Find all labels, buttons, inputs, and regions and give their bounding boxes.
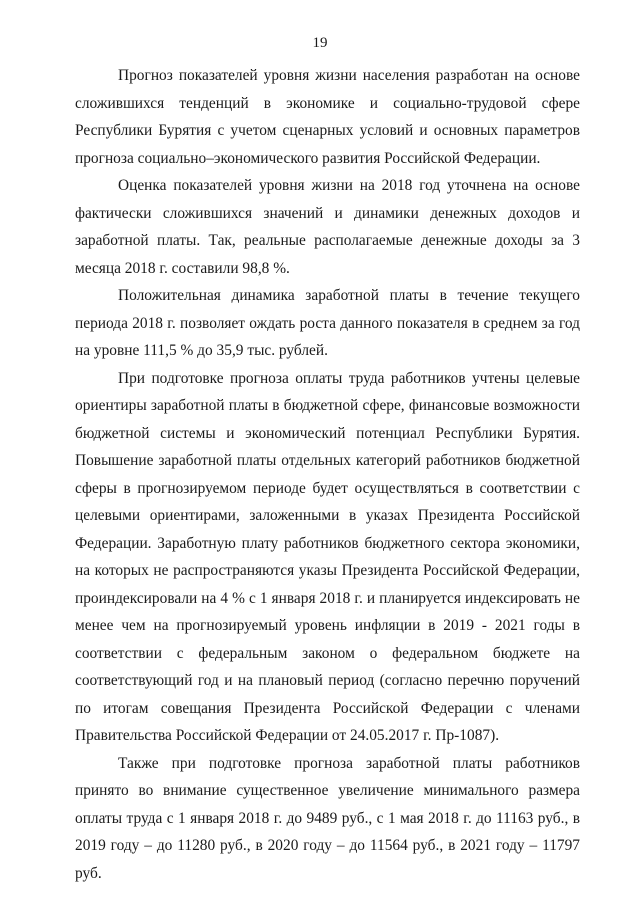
page-number: 19 — [312, 35, 328, 51]
paragraph-2018-estimate: Оценка показателей уровня жизни на 2018 год уточнена на основе фактически сложившихся значений и динамики денежных доходов и заработной платы. Так, реальные располагаемые денежные доходы за 3 месяца 2018 г. составили 98,8 %. — [75, 177, 580, 277]
document-body — [75, 62, 580, 887]
paragraph-living-standards-forecast: Прогноз показателей уровня жизни населения разработан на основе сложившихся тенденций в экономике и социально-трудовой сфере Республики Бурятия с учетом сценарных условий и основных параметров прогноза социально–экономического развития Российской Федерации. — [75, 67, 580, 167]
paragraph-wage-forecast-budget-sector: При подготовке прогноза оплаты труда работников учтены целевые ориентиры заработной платы в бюджетной сфере, финансовые возможности бюджетной системы и экономический потенциал Республики Бурятия. Повышение заработной платы отдельных категорий работников бюджетной сферы в прогнозируемом периоде будет осуществляться в соответствии с целевыми ориентирами, заложенными в указах Президента Российской Федерации. Заработную плату работников бюджетного сектора экономики, на которых не распространяются указы Президента Российской Федерации, проиндексировали на 4 % с 1 января 2018 г. и планируется индексировать не менее чем на прогнозируемый уровень инфляции в 2019 - 2021 годы в соответствии с федеральным законом о федеральном бюджете на соответствующий год и на плановый период (согласно перечню поручений по итогам совещания Президента Российской Федерации с членами Правительства Российской Федерации от 24.05.2017 г. Пр-1087). — [75, 369, 580, 744]
paragraph-minimum-wage: Также при подготовке прогноза заработной платы работников принято во внимание существенное увеличение минимального размера оплаты труда с 1 января 2018 г. до 9489 руб., с 1 мая 2018 г. до 11163 руб., в 2019 году – до 11280 руб., в 2020 году – до 11564 руб., в 2021 году – 11797 руб. — [75, 754, 580, 882]
paragraph-wage-dynamics: Положительная динамика заработной платы в течение текущего периода 2018 г. позволяет ождать роста данного показателя в среднем за год на уровне 111,5 % до 35,9 тыс. рублей. — [75, 287, 580, 359]
